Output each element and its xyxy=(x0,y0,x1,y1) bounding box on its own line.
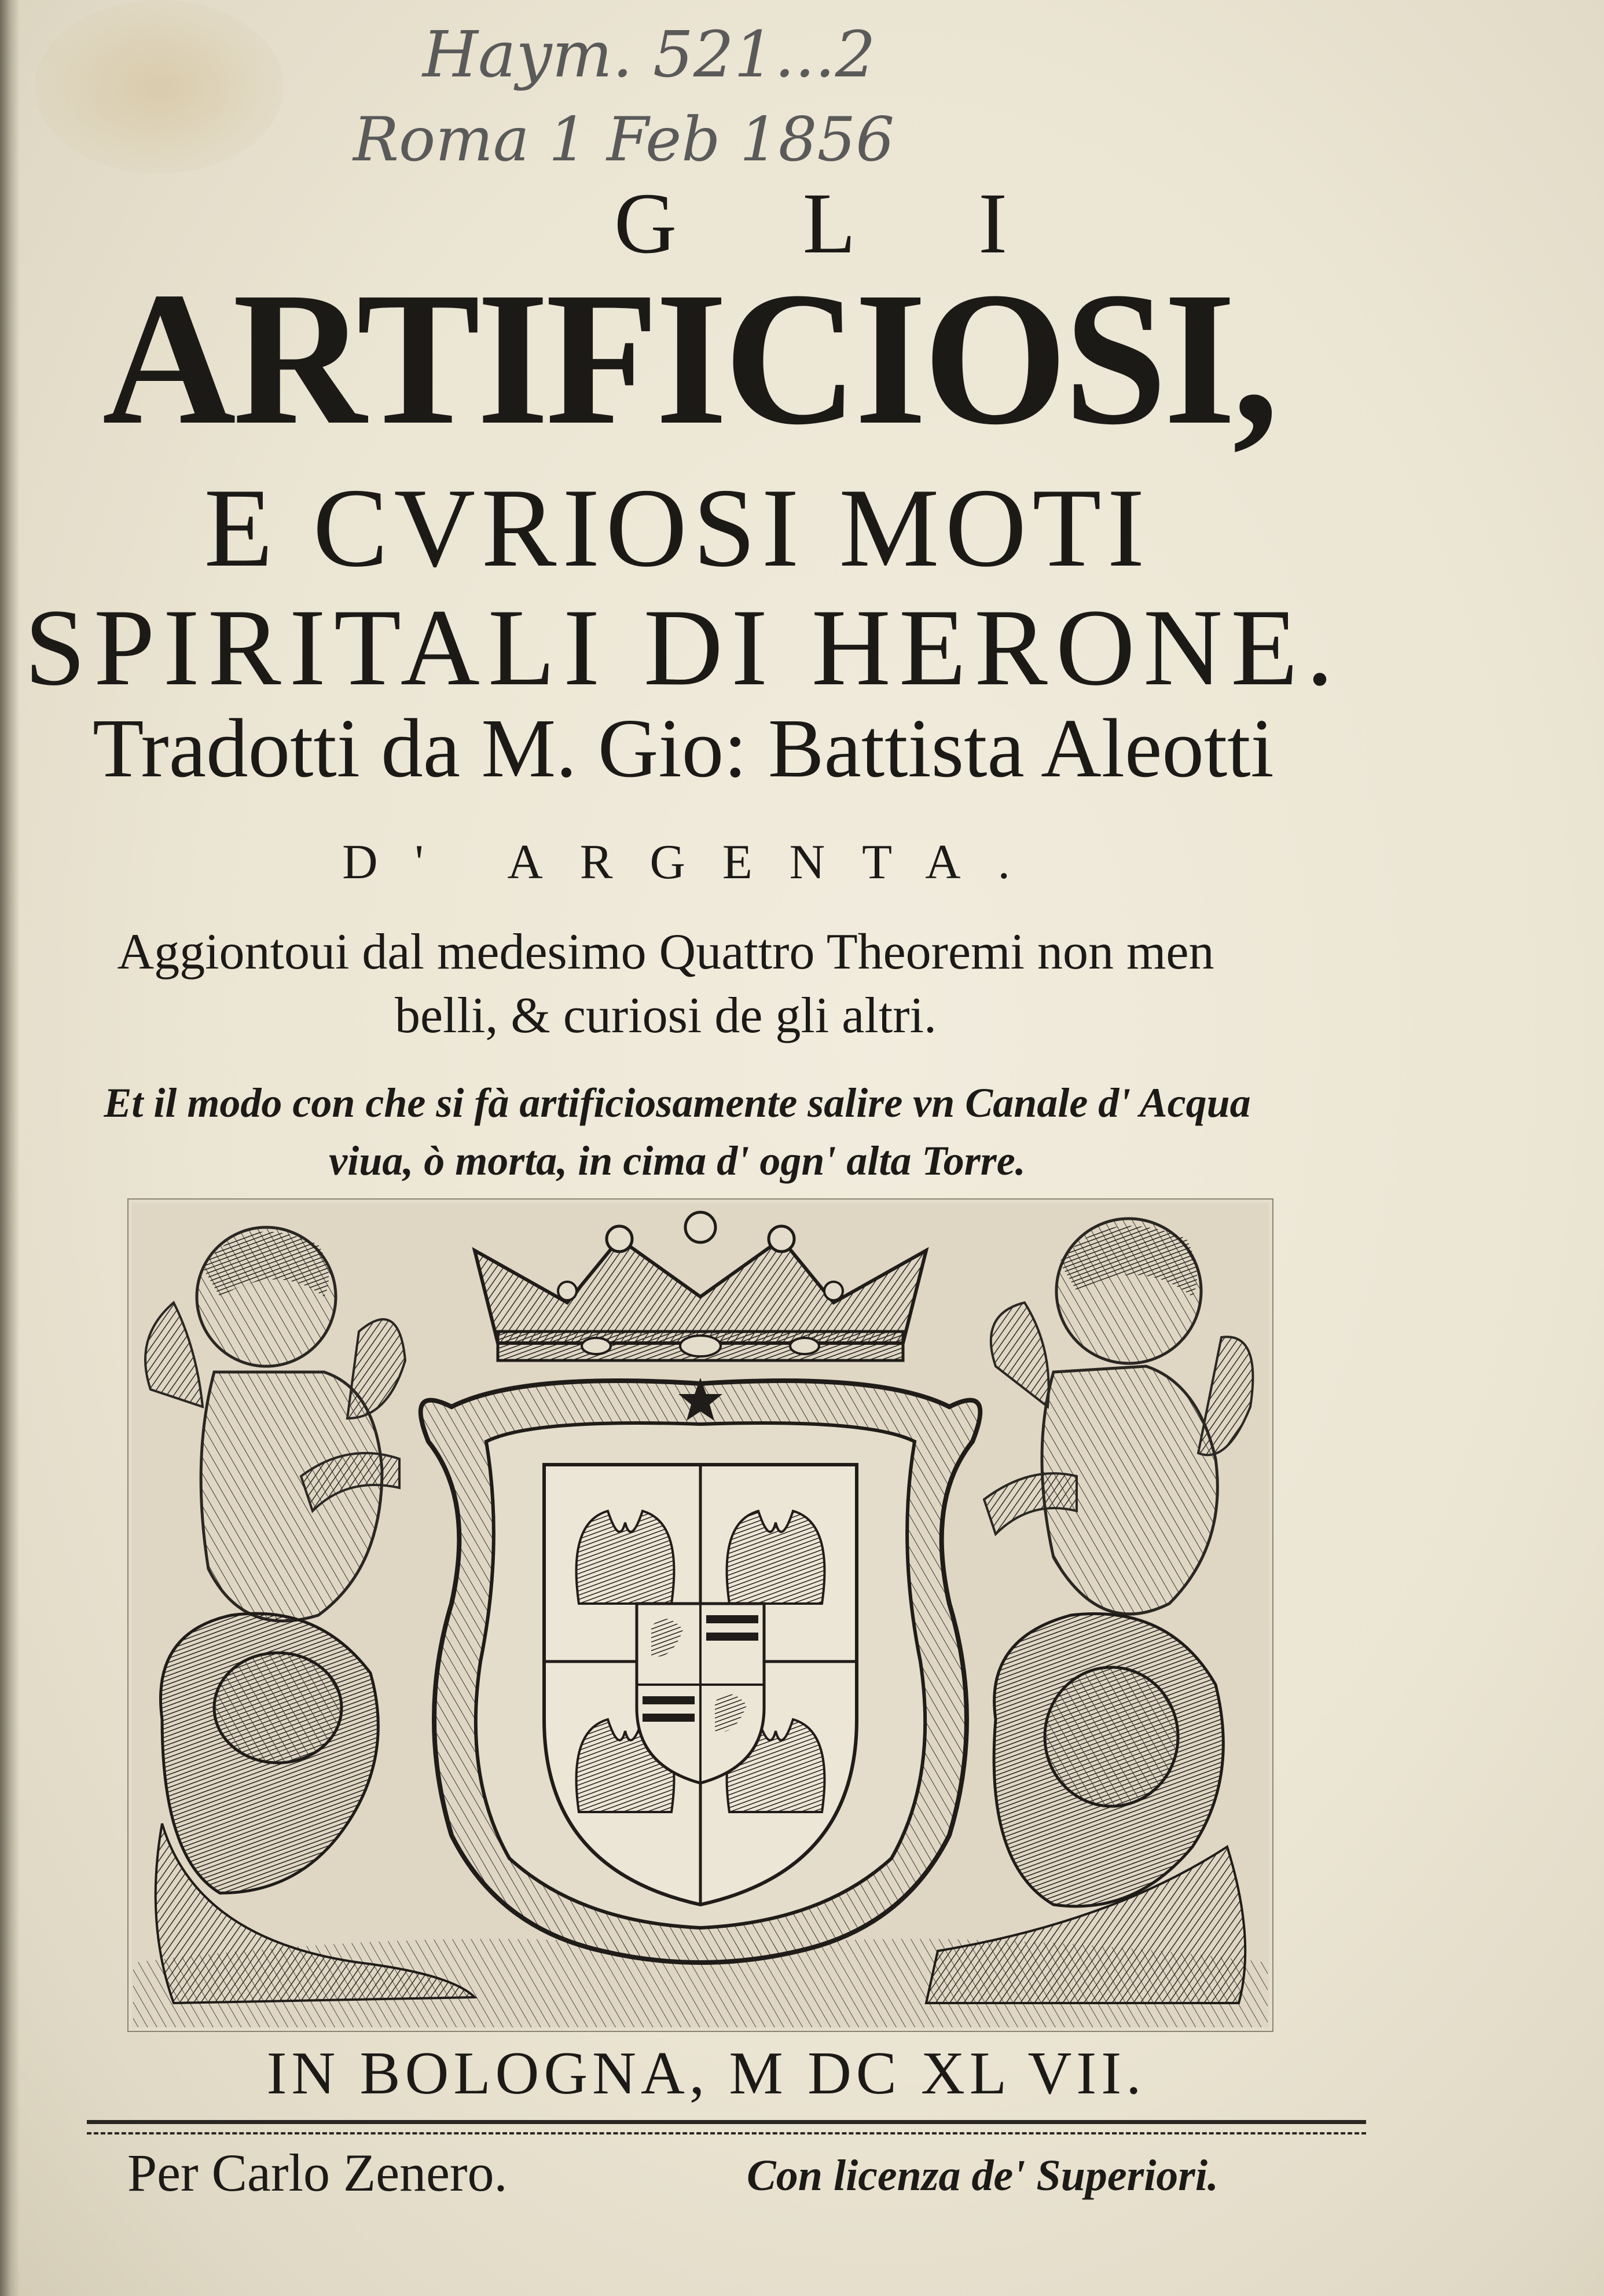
shelfmark-annotation: Haym. 521...2 xyxy=(423,17,876,91)
paper-stain xyxy=(35,0,284,174)
method-text xyxy=(52,1074,1302,1190)
divider-rule xyxy=(87,2120,1366,2134)
method-line-2: viua, ò morta, in cima d' ogn' alta Torre. xyxy=(329,1138,1026,1184)
title-main: ARTIFICIOSI, xyxy=(102,253,1276,464)
translator-line: Tradotti da M. Gio: Battista Aleotti xyxy=(93,702,1274,795)
title-subtitle-2: SPIRITALI DI HERONE. xyxy=(24,587,1342,709)
title-subtitle-1: E CVRIOSI MOTI xyxy=(204,465,1151,590)
imprint-line: IN BOLOGNA, M DC XL VII. xyxy=(266,2039,1146,2107)
license-line: Con licenza de' Superiori. xyxy=(747,2151,1218,2200)
binding-gutter xyxy=(0,0,20,2296)
title-article: G L I xyxy=(614,175,1060,272)
addition-line-2: belli, & curiosi de gli altri. xyxy=(394,988,937,1044)
acquisition-annotation: Roma 1 Feb 1856 xyxy=(353,104,895,175)
origin-line: D' ARGENTA. xyxy=(342,835,1047,889)
addition-text xyxy=(75,920,1256,1048)
heraldic-shield xyxy=(544,1465,857,1905)
method-line-1: Et il modo con che si fà artificiosamente salire vn Canale d' Acqua xyxy=(104,1080,1251,1126)
printer-line: Per Carlo Zenero. xyxy=(127,2143,508,2202)
coat-of-arms-engraving xyxy=(127,1198,1273,2032)
addition-line-1: Aggiontoui dal medesimo Quattro Theoremi non men xyxy=(117,924,1214,980)
